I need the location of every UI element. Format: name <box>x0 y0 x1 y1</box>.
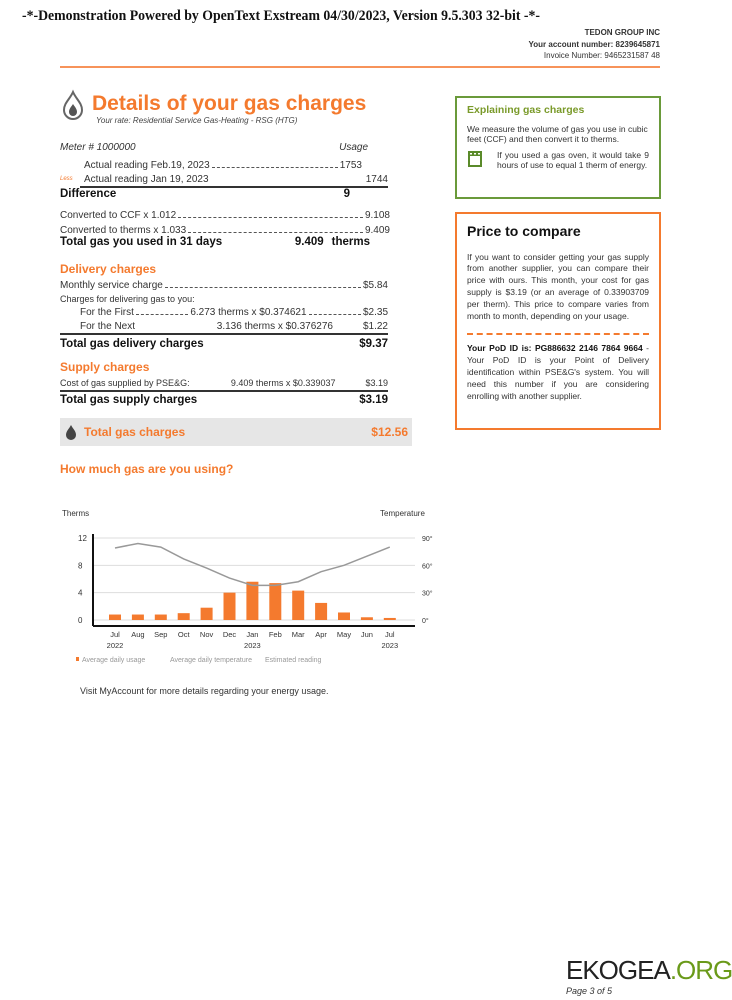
total-gas-label: Total gas charges <box>84 425 186 439</box>
therms-label: Converted to therms x 1.033 <box>60 225 187 236</box>
x-tick-label: Jun <box>360 630 373 639</box>
supply-total-row <box>60 394 388 406</box>
brand-logo <box>566 955 732 986</box>
chart-title: How much gas are you using? <box>60 462 234 476</box>
pod-text: - Your PoD ID is your Point of Delivery identification within PSE&G's system. You will need this number if you are considering enrolling with another supplier. <box>467 342 649 401</box>
year-label: 2022 <box>106 641 124 650</box>
x-tick-label: Dec <box>222 630 237 639</box>
reading-value: 1753 <box>339 160 362 171</box>
year-label: 2023 <box>381 641 399 650</box>
difference-row <box>60 188 350 200</box>
next-calc: 3.136 therms x $0.376276 <box>216 321 333 332</box>
reading-label: Actual reading Jan 19, 2023 <box>84 174 209 185</box>
delivering-label <box>60 294 388 304</box>
y2-tick-label: 60° <box>422 563 433 571</box>
brand-name: EKOGEA <box>566 955 670 985</box>
explaining-title: Explaining gas charges <box>467 104 585 116</box>
first-label: For the First <box>80 307 134 318</box>
next-value: $1.22 <box>362 321 388 332</box>
x-tick-label: Nov <box>199 630 214 639</box>
first-calc: 6.273 therms x $0.374621 <box>190 307 307 318</box>
first-value: $2.35 <box>362 307 389 318</box>
page-title: Details of your gas charges <box>92 92 367 115</box>
bar-dec <box>224 593 236 620</box>
y-tick-label: 12 <box>78 534 87 543</box>
visit-myaccount: Visit MyAccount for more details regarding your energy usage. <box>80 686 329 696</box>
legend-usage-swatch <box>76 657 79 661</box>
x-tick-label: Apr <box>315 630 327 639</box>
y2-tick-label: 90° <box>422 536 433 543</box>
compare-text: If you want to consider getting your gas supply from another supplier, you can compare their price with ours. This month, your cost for gas supply is $3.19 (or an average of 0.33903709 per therm). This price to compare varies from month to month, depending on your usage. <box>467 251 649 322</box>
supply-cost-value: $3.19 <box>365 378 388 388</box>
page-number: Page 3 of 5 <box>566 986 613 996</box>
bar-aug <box>132 615 144 620</box>
supply-cost-row <box>60 378 388 388</box>
less-label: Less <box>60 176 73 182</box>
meter-number: Meter # 1000000 <box>60 142 136 153</box>
x-tick-label: Sep <box>154 630 168 639</box>
delivery-total-value: $9.37 <box>359 338 388 350</box>
therms-row <box>60 225 390 236</box>
x-tick-label: Jul <box>110 630 120 639</box>
divider <box>60 390 388 392</box>
brand-tld: .ORG <box>669 955 732 985</box>
bar-feb <box>269 583 281 620</box>
y-tick-label: 8 <box>78 561 83 571</box>
delivery-total-label: Total gas delivery charges <box>60 338 204 350</box>
x-tick-label: Oct <box>177 630 190 639</box>
next-label: For the Next <box>80 321 136 332</box>
x-tick-label: May <box>336 630 352 639</box>
ccf-row <box>60 210 390 221</box>
x-tick-label: Mar <box>291 630 305 639</box>
invoice-number: Invoice Number: 9465231587 48 <box>543 51 660 60</box>
total-used-row <box>60 236 370 248</box>
ccf-value: 9.108 <box>364 210 390 221</box>
bar-apr <box>315 603 327 620</box>
meter-header <box>60 142 388 153</box>
usage-label: Usage <box>339 142 368 153</box>
total-gas-charges <box>60 418 412 446</box>
explaining-text: We measure the volume of gas you use in cubic feet (CCF) and then convert it to therms. <box>467 124 648 144</box>
flame-icon <box>62 90 84 120</box>
bar-oct <box>178 613 190 620</box>
y-tick-label: 0 <box>78 616 83 625</box>
total-used-value: 9.409 <box>294 236 324 248</box>
next-row <box>80 321 388 332</box>
bar-jul <box>109 615 121 620</box>
x-tick-label: Jul <box>385 630 395 639</box>
y2-tick-label: 30° <box>422 590 433 598</box>
reading-row <box>84 160 362 171</box>
bar-jan <box>246 582 258 620</box>
legend-usage: Average daily usage <box>82 657 146 664</box>
account-number: Your account number: 8239645871 <box>528 40 660 49</box>
supply-heading: Supply charges <box>60 360 150 374</box>
therms-value: 9.409 <box>364 225 390 236</box>
bar-mar <box>292 591 304 620</box>
y-axis-label: Therms <box>62 509 90 518</box>
y2-axis-label: Temperature <box>380 509 425 518</box>
delivering-text: Charges for delivering gas to you: <box>60 294 195 304</box>
pod-id: Your PoD ID is: PG886632 2146 7864 9664 <box>467 342 643 353</box>
dashed-divider <box>467 333 649 335</box>
legend-temperature: Average daily temperature <box>170 657 252 664</box>
monthly-value: $5.84 <box>362 280 388 291</box>
bar-jul <box>384 618 396 620</box>
oven-text: If you used a gas oven, it would take 9 hours of use to equal 1 therm of energy. <box>497 150 649 170</box>
supply-cost-label: Cost of gas supplied by PSE&G: <box>60 378 190 388</box>
usage-chart <box>0 500 460 680</box>
price-compare-box <box>455 212 661 430</box>
total-gas-value: $12.56 <box>371 425 408 439</box>
year-label: 2023 <box>244 641 261 650</box>
x-tick-label: Jan <box>246 630 259 639</box>
rate-label: Your rate: Residential Service Gas-Heating - RSG (HTG) <box>96 116 298 125</box>
first-row <box>80 307 388 318</box>
bar-sep <box>155 615 167 620</box>
delivery-total-row <box>60 338 388 350</box>
demo-banner: -*-Demonstration Powered by OpenText Exstream 04/30/2023, Version 9.5.303 32-bit -*- <box>22 8 541 24</box>
legend-estimated: Estimated reading <box>265 657 322 664</box>
oven-icon <box>467 150 483 168</box>
reading-label: Actual reading Feb.19, 2023 <box>84 160 210 171</box>
y-tick-label: 4 <box>78 588 83 598</box>
temperature-line <box>115 543 390 585</box>
difference-label: Difference <box>60 188 117 200</box>
supply-total-label: Total gas supply charges <box>60 394 198 406</box>
bar-may <box>338 612 350 620</box>
ccf-label: Converted to CCF x 1.012 <box>60 210 177 221</box>
explaining-box <box>455 96 661 199</box>
x-tick-label: Feb <box>268 630 282 639</box>
y2-tick-label: 0° <box>422 618 429 625</box>
reading-value: 1744 <box>365 174 388 185</box>
delivery-heading: Delivery charges <box>60 262 157 276</box>
reading-row <box>84 174 388 185</box>
monthly-charge-row <box>60 280 388 291</box>
difference-value: 9 <box>343 188 350 200</box>
total-used-unit: therms <box>331 236 370 248</box>
company-name: TEDON GROUP INC <box>584 28 660 37</box>
bar-jun <box>361 617 373 620</box>
bar-nov <box>201 608 213 620</box>
supply-cost-calc: 9.409 therms x $0.339037 <box>230 378 336 388</box>
x-tick-label: Aug <box>131 630 145 639</box>
divider <box>60 333 388 335</box>
total-used-label: Total gas you used in 31 days <box>60 236 223 248</box>
header-divider <box>60 66 660 68</box>
supply-total-value: $3.19 <box>359 394 388 406</box>
monthly-label: Monthly service charge <box>60 280 163 291</box>
flame-icon <box>64 424 78 440</box>
compare-title: Price to compare <box>467 223 581 239</box>
